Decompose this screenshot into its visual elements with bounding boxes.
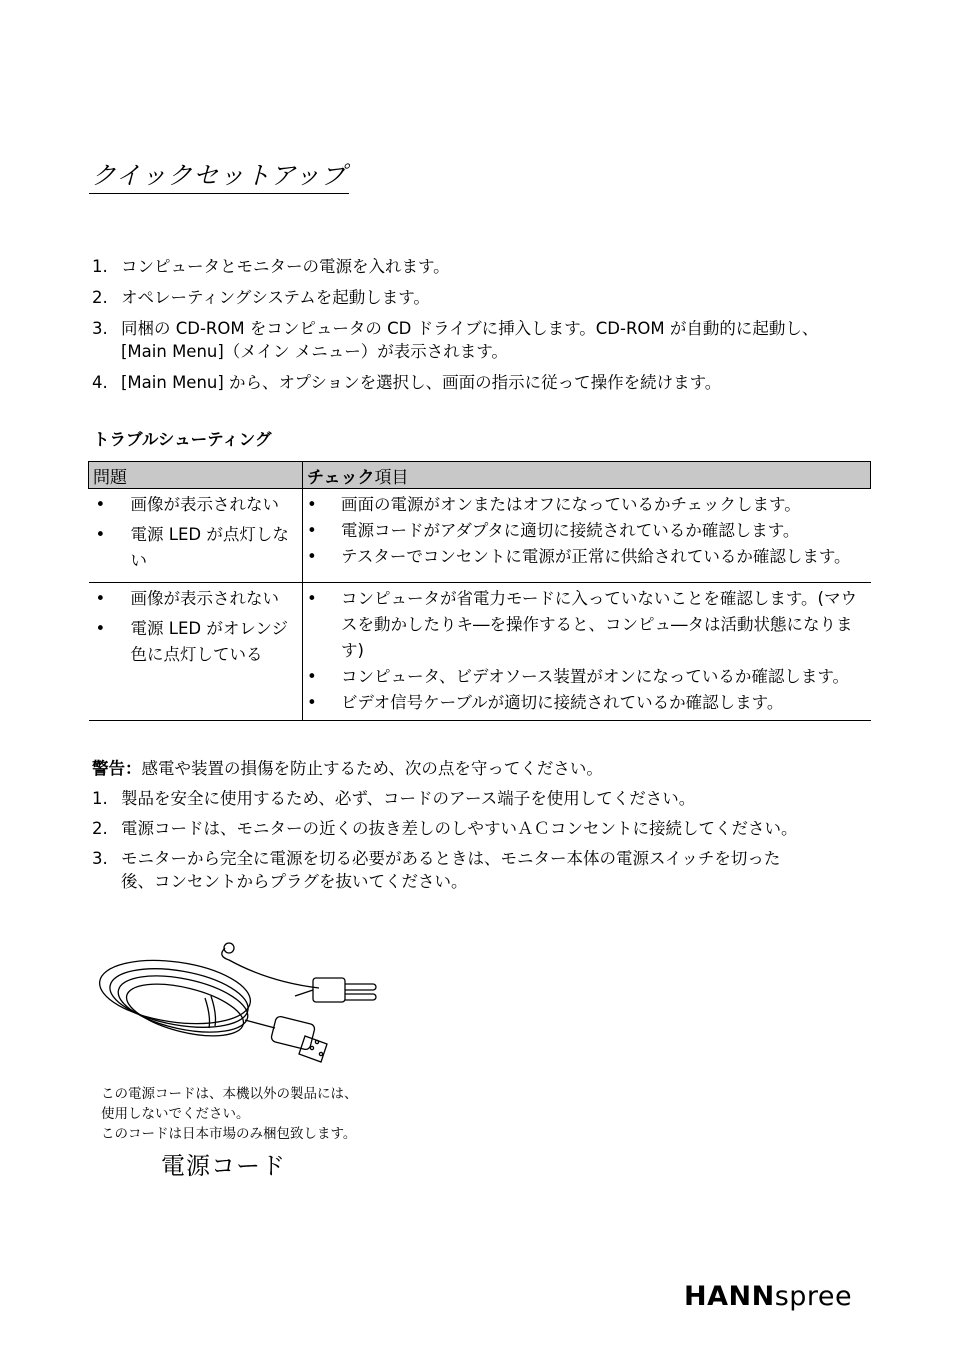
step-text [121,371,872,394]
check-item: • コンピュータが省電力モードに入っていないことを確認します。(マウスを動かしたりキ―を操作すると、コンピュ―タは活動状態になります) [303,586,871,664]
setup-step [92,371,872,394]
page-title: クイックセットアップ [89,160,349,194]
header-check-rest: 項目 [374,467,409,488]
warning-item [92,817,892,840]
step-number: 1. [92,257,108,276]
step-line: 同梱の CD-ROM をコンピュータの CD ドライブに挿入します。CD-ROM が自動的に起動し、 [121,319,819,338]
header-check-bold: チェック [307,467,375,488]
warning-label: 警告： [92,759,142,778]
problem-item: • 電源 LED が点灯しない [89,522,303,574]
check-item: • コンピュータ、ビデオソース装置がオンになっているか確認します。 [303,664,871,690]
step-line: 電源コードは、モニターの近くの抜き差しのしやすいＡＣコンセントに接続してください。 [121,819,798,838]
cord-caption [101,1084,358,1144]
problem-item: • 電源 LED がオレンジ色に点灯している [89,616,303,668]
step-number: 1. [92,789,108,808]
check-item: • 電源コードがアダプタに適切に接続されているか確認します。 [303,518,871,544]
step-line: モニターから完全に電源を切る必要があるときは、モニター本体の電源スイッチを切った [121,849,781,868]
table-row [89,583,871,721]
logo-bold: HANN [684,1281,775,1312]
warning-item [92,847,892,893]
check-cell [303,583,871,721]
step-number: 4. [92,373,108,392]
table-header-row [89,462,871,489]
setup-step [92,286,872,309]
setup-step [92,255,872,278]
power-cord-illustration [95,940,395,1080]
step-line: [Main Menu]（メイン メニュー）が表示されます。 [121,342,508,361]
problem-item: • 画像が表示されない [89,586,303,612]
step-line: 後、コンセントからプラグを抜いてください。 [121,872,468,891]
problem-item: • 画像が表示されない [89,492,303,518]
setup-step [92,317,872,363]
warning-section [92,757,892,900]
step-number: 2. [92,288,108,307]
warning-items [92,787,892,893]
cord-caption-line: 使用しないでください。 [101,1106,250,1122]
step-line: コンピュータとモニターの電源を入れます。 [121,257,450,276]
check-item: • ビデオ信号ケーブルが適切に接続されているか確認します。 [303,690,871,716]
logo-light: spree [774,1281,853,1312]
step-number: 3. [92,319,108,338]
problem-cell [89,583,303,721]
warning-item [92,787,892,810]
problem-cell [89,489,303,583]
step-text [121,847,892,893]
cord-title: 電源コード [161,1152,286,1180]
step-text [121,787,892,810]
step-line: オペレーティングシステムを起動します。 [121,288,430,307]
check-cell [303,489,871,583]
step-text [121,817,892,840]
cord-caption-line: このコードは日本市場のみ梱包致します。 [101,1126,357,1142]
warning-head [92,757,892,781]
header-problem: 問題 [89,462,303,489]
hannspree-logo [684,1281,852,1312]
step-text [121,286,872,309]
header-check [303,462,871,489]
cord-caption-line: この電源コードは、本機以外の製品には、 [101,1086,358,1102]
step-line: 製品を安全に使用するため、必ず、コードのアース端子を使用してください。 [121,789,696,808]
step-number: 3. [92,849,108,868]
step-text [121,317,872,363]
troubleshooting-table [88,461,871,721]
step-number: 2. [92,819,108,838]
check-item: • 画面の電源がオンまたはオフになっているかチェックします。 [303,492,871,518]
table-row [89,489,871,583]
troubleshooting-title: トラブルシューティング [93,430,272,449]
step-text [121,255,872,278]
setup-steps [92,255,872,402]
check-item: • テスターでコンセントに電源が正常に供給されているか確認します。 [303,544,871,570]
warning-text: 感電や装置の損傷を防止するため、次の点を守ってください。 [141,759,603,778]
step-line: [Main Menu] から、オプションを選択し、画面の指示に従って操作を続けます。 [121,373,722,392]
